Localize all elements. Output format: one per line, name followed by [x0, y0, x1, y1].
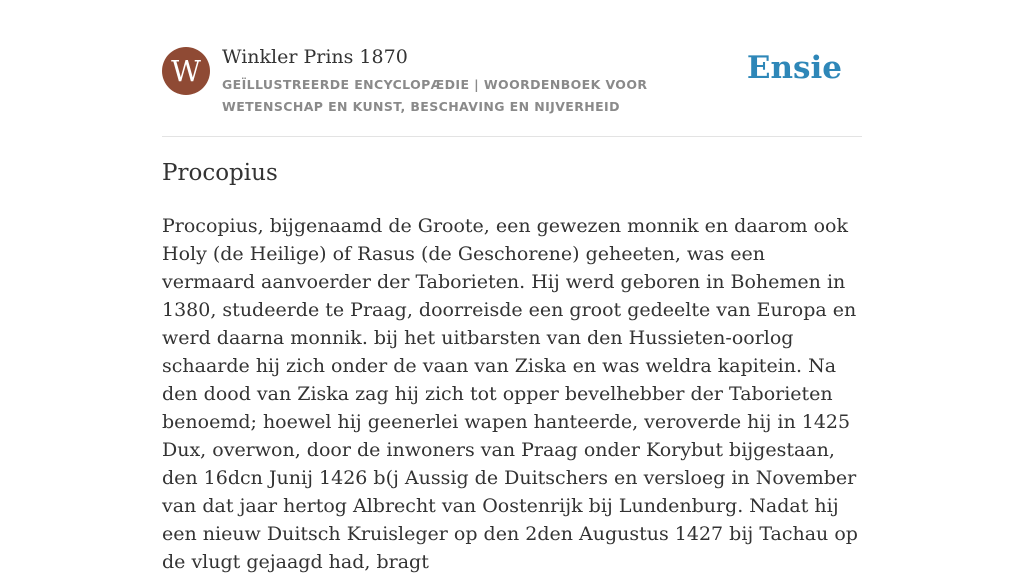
source-subtitle: GEÏLLUSTREERDE ENCYCLOPÆDIE | WOORDENBOEK VOOR WETENSCHAP EN KUNST, BESCHAVING EN NIJVERHEID	[222, 77, 648, 114]
source-header	[162, 44, 862, 137]
article-title: Procopius	[162, 160, 278, 186]
brand-logo-link[interactable]: Ensie	[746, 50, 842, 86]
article-body: Procopius, bijgenaamd de Groote, een gewezen monnik en daarom ook Holy (de Heilige) of Rasus (de Geschorene) geheeten, was een vermaard aanvoerder der Taborieten. Hij werd geboren in Bohemen in 1380, studeerde te Praag, doorreisde een groot gedeelte van Europa en werd daarna monnik. bij het uitbarsten van den Hussieten-oorlog schaarde hij zich onder de vaan van Ziska en was weldra kapitein. Na den dood van Ziska zag hij zich tot opper bevelhebber der Taborieten benoemd; hoewel hij geenerlei wapen hanteerde, veroverde hij in 1425 Dux, overwon, door de inwoners van Praag onder Korybut bijgestaan, den 16dcn Junij 1426 b(j Aussig de Duitschers en versloeg in November van dat jaar hertog Albrecht van Oostenrijk bij Lundenburg. Nadat hij een nieuw Duitsch Kruisleger op den 2den Augustus 1427 bij Tachau op de vlugt gejaagd had, bragt	[162, 215, 858, 573]
source-avatar[interactable]: W	[162, 47, 210, 95]
source-title[interactable]: Winkler Prins 1870	[222, 46, 408, 68]
